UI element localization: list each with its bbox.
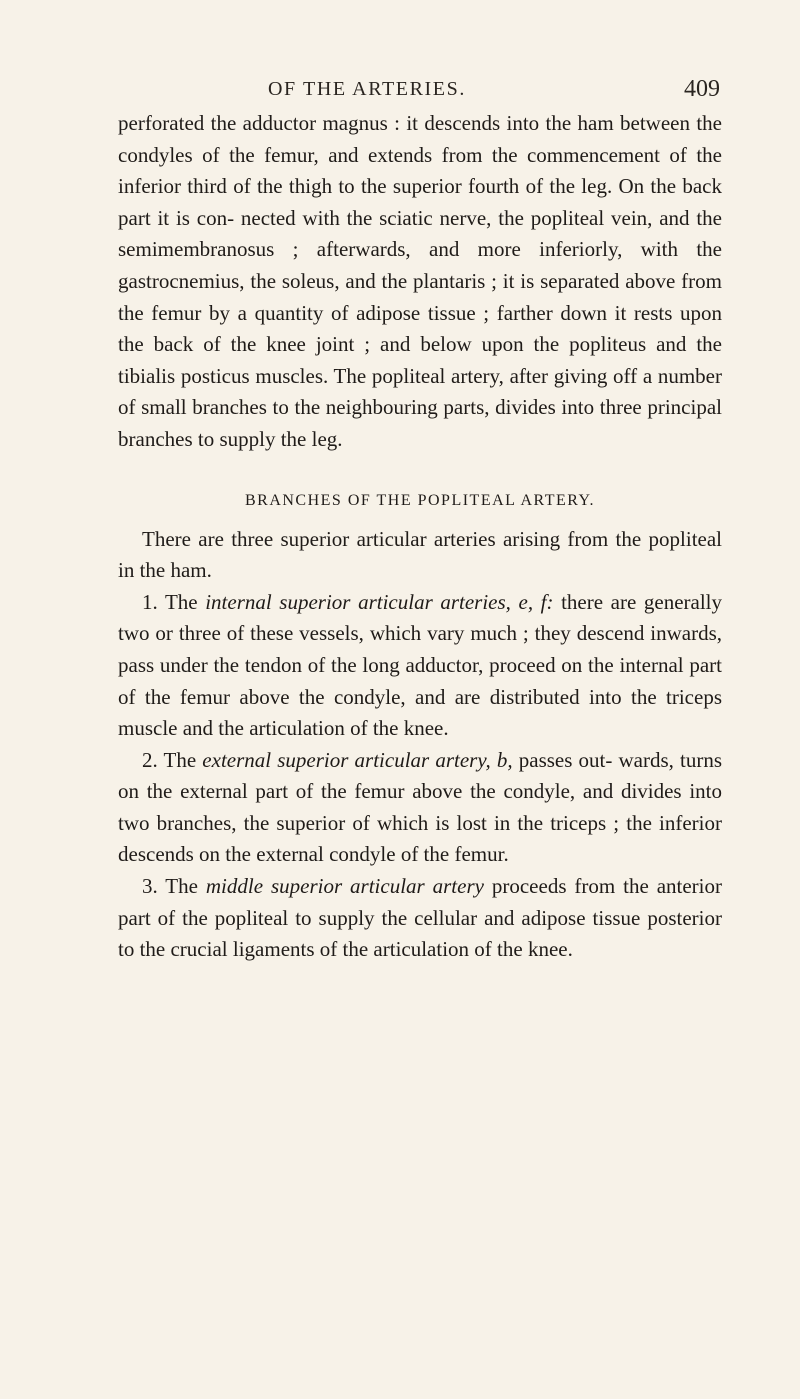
item-number: 2. xyxy=(142,747,158,772)
item-number: 3. xyxy=(142,874,158,899)
section-heading: BRANCHES OF THE POPLITEAL ARTERY. xyxy=(244,491,596,509)
intro-paragraph: There are three superior articular arteries arising from the popliteal in the ham. xyxy=(118,526,722,583)
item-lead: The xyxy=(164,589,198,614)
item-lead: The xyxy=(163,747,197,772)
main-text xyxy=(118,108,722,966)
item-number: 1. xyxy=(142,589,158,614)
item-italic-term: middle superior articular artery xyxy=(205,874,484,899)
item-italic-term: internal superior articular arteries, e, f: xyxy=(205,589,554,614)
list-item xyxy=(118,587,722,745)
list-item xyxy=(118,871,722,966)
item-description: passes out- wards, turns on the external part of the femur above the condyle, and divides into two branches, the superior of which is lost in the triceps ; the inferior descends on the external condyle of the femur. xyxy=(118,747,723,867)
item-description: proceeds from the anterior part of the popliteal to supply the cellular and adipose tissue posterior to the crucial ligaments of the articulation of the knee. xyxy=(118,874,723,962)
item-lead: The xyxy=(165,874,198,899)
page-number: 409 xyxy=(684,76,720,102)
item-description: there are generally two or three of these vessels, which vary much ; they descend inwards, pass under the tendon of the long adductor, proceed on the internal part of the femur above the condyle, and are distributed into the triceps muscle and the articulation of the knee. xyxy=(118,589,723,741)
running-title: OF THE ARTERIES. xyxy=(268,78,466,100)
list-item xyxy=(118,745,722,871)
running-head xyxy=(118,76,722,106)
item-italic-term: external superior articular artery, b, xyxy=(202,747,513,772)
continuation-paragraph: perforated the adductor magnus : it descends into the ham between the condyles of the femur, and extends from the commencement of the inferior third of the thigh to the superior fourth of the leg. On the back part it is con- nected with the sciatic nerve, the popliteal vein, and the semimembranosus ; afterwards, and more inferiorly, with the gastrocnemius, the soleus, and the plantaris ; it is separated above from the femur by a quantity of adipose tissue ; farther down it rests upon the back of the knee joint ; and below upon the popliteus and the tibialis posticus muscles. The popliteal artery, after giving off a number of small branches to the neighbouring parts, divides into three principal branches to supply the leg. xyxy=(118,111,722,451)
